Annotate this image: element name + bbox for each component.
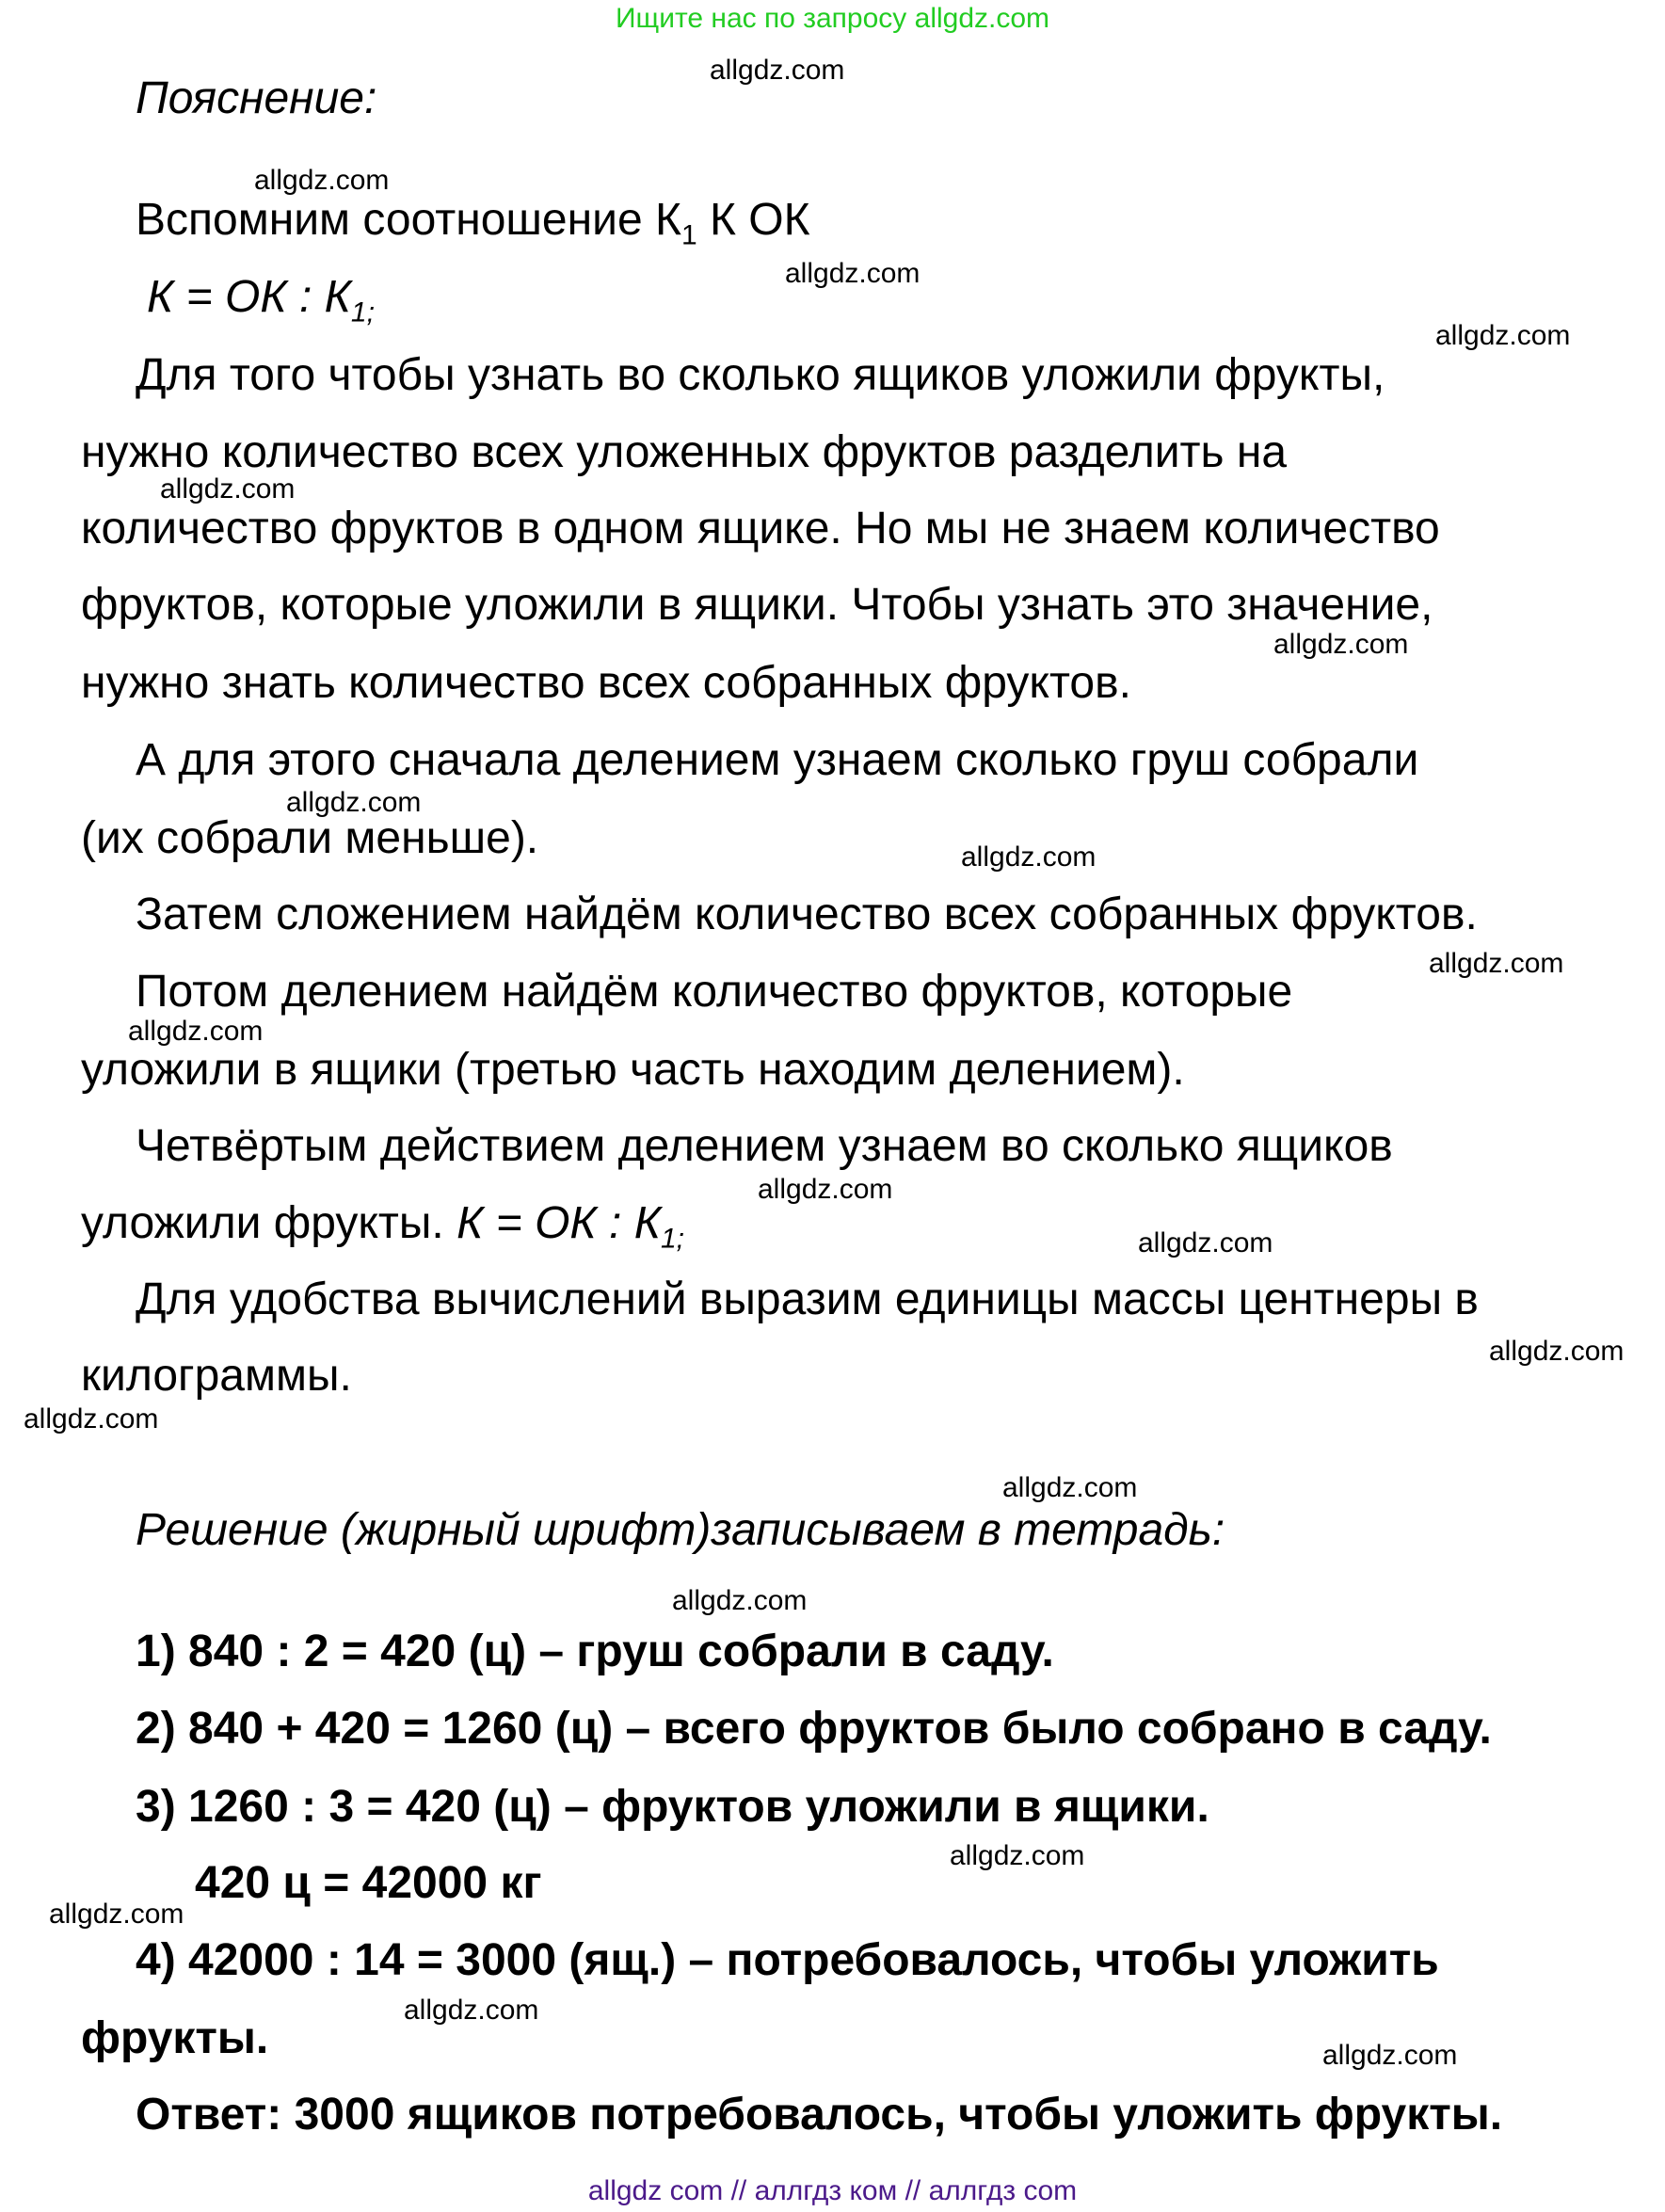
watermark: allgdz.com [672, 1585, 808, 1616]
solution-title: Решение (жирный шрифт)записываем в тетрадь: [136, 1505, 1225, 1555]
text-line: Затем сложением найдём количество всех собранных фруктов. [136, 890, 1478, 939]
explanation-title: Пояснение: [136, 73, 377, 123]
text-line: (их собрали меньше). [81, 813, 539, 863]
solution-step: фрукты. [81, 2013, 269, 2063]
search-hint-banner: Ищите нас по запросу allgdz.com [615, 3, 1050, 34]
watermark: allgdz.com [758, 1174, 893, 1205]
text-line: количество фруктов в одном ящике. Но мы не знаем количество [81, 504, 1440, 553]
formula-line: К = ОК : $К_{1;}$ [147, 272, 375, 329]
unit-conversion: 420 ц = 42000 кг [195, 1858, 542, 1908]
watermark: allgdz.com [961, 842, 1097, 873]
watermark: allgdz.com [160, 473, 296, 505]
watermark: allgdz.com [1002, 1472, 1138, 1503]
solution-step: 3) 1260 : 3 = 420 (ц) – фруктов уложили в ящики. [136, 1782, 1209, 1832]
solution-step: 2) 840 + 420 = 1260 (ц) – всего фруктов было собрано в саду. [136, 1704, 1492, 1754]
text-line: А для этого сначала делением узнаем сколько груш собрали [136, 735, 1419, 785]
text-line: Для удобства вычислений выразим единицы массы центнеры в [136, 1274, 1479, 1324]
watermark: allgdz.com [286, 787, 422, 818]
watermark: allgdz.com [710, 55, 845, 86]
watermark: allgdz.com [1322, 2040, 1458, 2071]
watermark: allgdz.com [1138, 1227, 1273, 1258]
text-line: нужно количество всех уложенных фруктов разделить на [81, 427, 1288, 477]
watermark: allgdz.com [950, 1840, 1085, 1871]
answer-line: Ответ: 3000 ящиков потребовалось, чтобы уложить фрукты. [136, 2090, 1503, 2140]
text-line: Потом делением найдём количество фруктов, которые [136, 967, 1293, 1017]
watermark: allgdz.com [254, 165, 390, 196]
text-line: фруктов, которые уложили в ящики. Чтобы узнать это значение, [81, 580, 1433, 630]
solution-step: 1) 840 : 2 = 420 (ц) – груш собрали в саду. [136, 1627, 1054, 1676]
watermark: allgdz.com [1429, 948, 1564, 979]
footer-watermark: allgdz com // аллгдз ком // аллгдз com [587, 2175, 1078, 2206]
watermark: allgdz.com [785, 258, 921, 289]
watermark: allgdz.com [49, 1899, 184, 1930]
text-line: Четвёртым действием делением узнаем во сколько ящиков [136, 1121, 1393, 1171]
text-line: килограммы. [81, 1351, 352, 1401]
watermark: allgdz.com [1435, 320, 1571, 351]
watermark: allgdz.com [1273, 629, 1409, 660]
relation-line: Вспомним соотношение $К_1$ К ОК [136, 195, 810, 251]
watermark: allgdz.com [404, 1995, 539, 2026]
solution-step: 4) 42000 : 14 = 3000 (ящ.) – потребовалось, чтобы уложить [136, 1935, 1439, 1985]
watermark: allgdz.com [24, 1403, 159, 1435]
watermark: allgdz.com [128, 1016, 264, 1047]
text-line: Для того чтобы узнать во сколько ящиков уложили фрукты, [136, 350, 1385, 400]
text-line: нужно знать количество всех собранных фруктов. [81, 658, 1131, 708]
watermark: allgdz.com [1489, 1336, 1625, 1367]
text-line: уложили в ящики (третью часть находим делением). [81, 1045, 1185, 1095]
text-line: уложили фрукты. К = ОК : $К_{1;}$ [81, 1198, 685, 1255]
